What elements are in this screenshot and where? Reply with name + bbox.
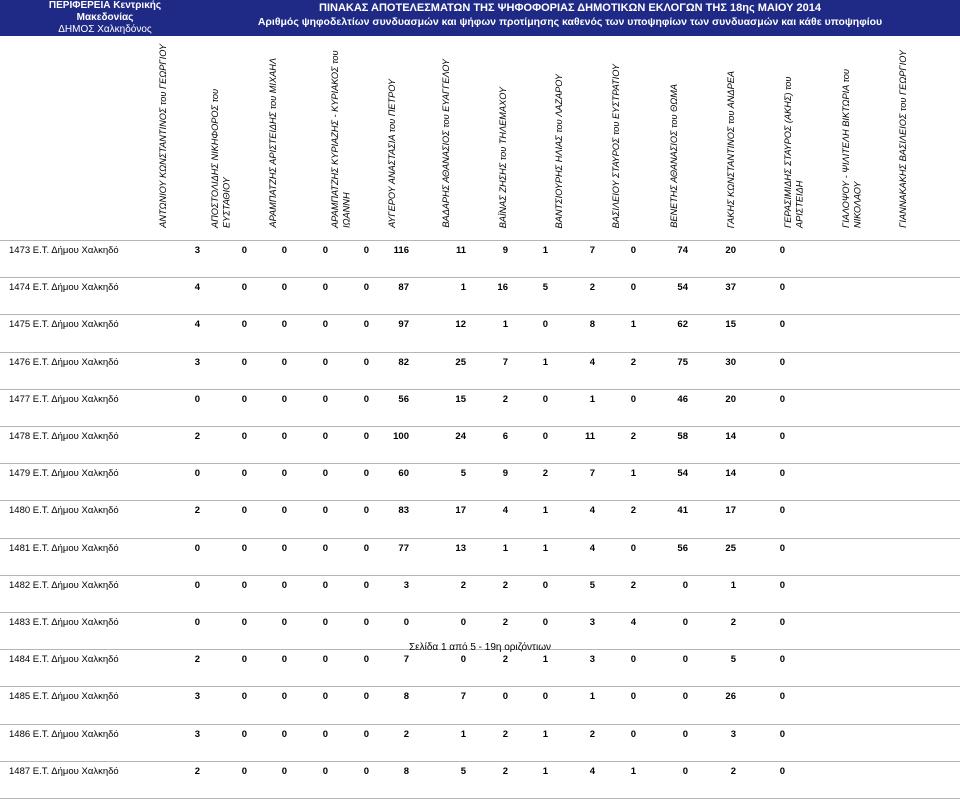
vote-count-cell: 7 bbox=[460, 691, 466, 703]
vote-count-cell: 0 bbox=[322, 468, 328, 480]
vote-count-cell: 4 bbox=[589, 542, 595, 554]
polling-station-label: 1485 Ε.Τ. Δήμου Χαλκηδό bbox=[9, 691, 119, 703]
vote-count-cell: 1 bbox=[542, 505, 548, 517]
vote-count-cell: 2 bbox=[589, 282, 595, 294]
vote-count-cell: 2 bbox=[194, 765, 200, 777]
vote-count-cell: 2 bbox=[502, 617, 508, 628]
vote-count-cell: 0 bbox=[241, 542, 247, 554]
vote-count-cell: 0 bbox=[682, 691, 688, 703]
vote-count-cell: 0 bbox=[363, 691, 369, 703]
vote-count-cell: 5 bbox=[460, 468, 466, 480]
polling-station-label: 1486 Ε.Τ. Δήμου Χαλκηδό bbox=[9, 728, 119, 740]
vote-count-cell: 7 bbox=[589, 468, 595, 480]
vote-count-cell: 0 bbox=[779, 282, 785, 294]
vote-count-cell: 4 bbox=[630, 617, 636, 628]
vote-count-cell: 0 bbox=[322, 728, 328, 740]
polling-station-label: 1474 Ε.Τ. Δήμου Χαλκηδό bbox=[9, 282, 119, 294]
table-row bbox=[0, 463, 960, 482]
candidate-name: ΒΕΝΕΤΗΣ ΑΘΑΝΑΣΙΟΣ του ΘΩΜΑ bbox=[669, 84, 679, 228]
vote-count-cell: 0 bbox=[194, 579, 200, 591]
vote-count-cell: 9 bbox=[502, 245, 508, 256]
vote-count-cell: 3 bbox=[194, 245, 200, 256]
candidate-name: ΒΑΝΤΣΙΟΥΡΗΣ ΗΛΙΑΣ του ΛΑΖΑΡΟΥ bbox=[554, 73, 564, 228]
vote-count-cell: 0 bbox=[630, 542, 636, 554]
vote-count-cell: 0 bbox=[779, 431, 785, 442]
polling-station-label: 1487 Ε.Τ. Δήμου Χαλκηδό bbox=[9, 765, 119, 777]
candidate-name: ΒΑΣΙΛΕΙΟΥ ΣΤΑΥΡΟΣ του ΕΥΣΤΡΑΤΙΟΥ bbox=[611, 63, 621, 228]
polling-station-label: 1480 Ε.Τ. Δήμου Χαλκηδό bbox=[9, 505, 119, 517]
vote-count-cell: 7 bbox=[403, 654, 409, 666]
vote-count-cell: 0 bbox=[542, 431, 548, 442]
vote-count-cell: 1 bbox=[502, 319, 508, 331]
vote-count-cell: 2 bbox=[630, 356, 636, 368]
vote-count-cell: 0 bbox=[363, 654, 369, 666]
vote-count-cell: 0 bbox=[281, 654, 287, 666]
vote-count-cell: 0 bbox=[502, 691, 508, 703]
vote-count-cell: 11 bbox=[584, 431, 595, 442]
candidate-name: ΓΙΑΝΝΑΚΑΚΗΣ ΒΑΣΙΛΕΙΟΣ του ΓΕΩΡΓΙΟΥ bbox=[898, 50, 908, 228]
vote-count-cell: 0 bbox=[363, 542, 369, 554]
vote-count-cell: 2 bbox=[194, 654, 200, 666]
vote-count-cell: 46 bbox=[677, 393, 688, 405]
table-row bbox=[0, 575, 960, 594]
vote-count-cell: 0 bbox=[363, 579, 369, 591]
vote-count-cell: 1 bbox=[630, 765, 636, 777]
vote-count-cell: 1 bbox=[542, 542, 548, 554]
vote-count-cell: 0 bbox=[779, 245, 785, 256]
vote-count-cell: 0 bbox=[779, 728, 785, 740]
vote-count-cell: 0 bbox=[281, 282, 287, 294]
vote-count-cell: 0 bbox=[682, 617, 688, 628]
vote-count-cell: 15 bbox=[455, 393, 466, 405]
vote-count-cell: 37 bbox=[725, 282, 736, 294]
vote-count-cell: 4 bbox=[589, 356, 595, 368]
vote-count-cell: 0 bbox=[194, 617, 200, 628]
vote-count-cell: 0 bbox=[322, 617, 328, 628]
vote-count-cell: 0 bbox=[779, 654, 785, 666]
vote-count-cell: 0 bbox=[779, 579, 785, 591]
vote-count-cell: 0 bbox=[322, 654, 328, 666]
vote-count-cell: 0 bbox=[363, 617, 369, 628]
table-row bbox=[0, 314, 960, 333]
polling-station-label: 1475 Ε.Τ. Δήμου Χαλκηδό bbox=[9, 319, 119, 331]
polling-station-label: 1484 Ε.Τ. Δήμου Χαλκηδό bbox=[9, 654, 119, 666]
vote-count-cell: 75 bbox=[677, 356, 688, 368]
candidate-header bbox=[158, 40, 198, 228]
vote-count-cell: 2 bbox=[730, 617, 736, 628]
vote-count-cell: 1 bbox=[542, 356, 548, 368]
vote-count-cell: 0 bbox=[322, 393, 328, 405]
vote-count-cell: 0 bbox=[322, 542, 328, 554]
vote-count-cell: 14 bbox=[725, 468, 736, 480]
vote-count-cell: 17 bbox=[455, 505, 466, 517]
vote-count-cell: 0 bbox=[630, 654, 636, 666]
candidate-name: ΓΑΚΗΣ ΚΩΝΣΤΑΝΤΙΝΟΣ του ΑΝΔΡΕΑ bbox=[726, 70, 736, 228]
candidate-header bbox=[268, 40, 308, 228]
vote-count-cell: 0 bbox=[241, 505, 247, 517]
vote-count-cell: 1 bbox=[542, 654, 548, 666]
vote-count-cell: 1 bbox=[542, 765, 548, 777]
candidate-name: ΑΡΑΜΠΑΤΖΗΣ ΚΥΡΙΑΖΗΣ - ΚΥΡΙΑΚΟΣ του ΙΩΑΝΝΗ bbox=[330, 50, 352, 228]
candidate-header bbox=[441, 40, 481, 228]
vote-count-cell: 1 bbox=[542, 245, 548, 256]
candidate-header bbox=[841, 40, 881, 228]
table-row bbox=[0, 612, 960, 631]
vote-count-cell: 0 bbox=[241, 765, 247, 777]
vote-count-cell: 3 bbox=[194, 728, 200, 740]
vote-count-cell: 0 bbox=[630, 245, 636, 256]
vote-count-cell: 0 bbox=[363, 245, 369, 256]
candidate-header bbox=[498, 40, 538, 228]
vote-count-cell: 0 bbox=[363, 765, 369, 777]
vote-count-cell: 0 bbox=[281, 728, 287, 740]
vote-count-cell: 60 bbox=[398, 468, 409, 480]
vote-count-cell: 1 bbox=[630, 319, 636, 331]
vote-count-cell: 0 bbox=[281, 617, 287, 628]
vote-count-cell: 2 bbox=[194, 505, 200, 517]
vote-count-cell: 1 bbox=[502, 542, 508, 554]
vote-count-cell: 0 bbox=[630, 691, 636, 703]
candidate-header bbox=[210, 40, 250, 228]
vote-count-cell: 1 bbox=[730, 579, 736, 591]
vote-count-cell: 25 bbox=[725, 542, 736, 554]
polling-station-label: 1478 Ε.Τ. Δήμου Χαλκηδό bbox=[9, 431, 119, 442]
table-row bbox=[0, 686, 960, 705]
candidate-name: ΒΑΪΝΑΣ ΖΗΣΗΣ του ΤΗΛΕΜΑΧΟΥ bbox=[498, 86, 508, 228]
candidate-header bbox=[554, 40, 594, 228]
vote-count-cell: 26 bbox=[725, 691, 736, 703]
vote-count-cell: 5 bbox=[542, 282, 548, 294]
candidate-column-headers bbox=[0, 40, 960, 228]
vote-count-cell: 0 bbox=[779, 542, 785, 554]
vote-count-cell: 0 bbox=[322, 691, 328, 703]
vote-count-cell: 0 bbox=[281, 505, 287, 517]
vote-count-cell: 0 bbox=[542, 579, 548, 591]
vote-count-cell: 0 bbox=[363, 319, 369, 331]
vote-count-cell: 0 bbox=[363, 431, 369, 442]
vote-count-cell: 0 bbox=[241, 431, 247, 442]
vote-count-cell: 2 bbox=[194, 431, 200, 442]
vote-count-cell: 8 bbox=[589, 319, 595, 331]
table-row bbox=[0, 724, 960, 743]
vote-count-cell: 1 bbox=[589, 393, 595, 405]
vote-count-cell: 2 bbox=[589, 728, 595, 740]
table-row bbox=[0, 538, 960, 557]
vote-count-cell: 1 bbox=[460, 282, 466, 294]
vote-count-cell: 0 bbox=[281, 319, 287, 331]
vote-count-cell: 0 bbox=[779, 468, 785, 480]
vote-count-cell: 0 bbox=[779, 356, 785, 368]
candidate-header bbox=[330, 40, 370, 228]
vote-count-cell: 0 bbox=[779, 393, 785, 405]
vote-count-cell: 4 bbox=[194, 282, 200, 294]
vote-count-cell: 17 bbox=[725, 505, 736, 517]
vote-count-cell: 56 bbox=[677, 542, 688, 554]
polling-station-label: 1479 Ε.Τ. Δήμου Χαλκηδό bbox=[9, 468, 119, 480]
vote-count-cell: 0 bbox=[363, 356, 369, 368]
vote-count-cell: 13 bbox=[455, 542, 466, 554]
vote-count-cell: 0 bbox=[542, 617, 548, 628]
municipality-name: ΔΗΜΟΣ Χαλκηδόνος bbox=[58, 24, 152, 35]
vote-count-cell: 4 bbox=[502, 505, 508, 517]
vote-count-cell: 7 bbox=[502, 356, 508, 368]
vote-count-cell: 0 bbox=[542, 319, 548, 331]
vote-count-cell: 16 bbox=[497, 282, 508, 294]
vote-count-cell: 8 bbox=[403, 765, 409, 777]
vote-count-cell: 0 bbox=[194, 393, 200, 405]
page-footer: Σελίδα 1 από 5 - 19η οριζόντιων bbox=[408, 642, 551, 653]
vote-count-cell: 4 bbox=[194, 319, 200, 331]
vote-count-cell: 3 bbox=[194, 691, 200, 703]
vote-count-cell: 2 bbox=[502, 728, 508, 740]
candidate-header bbox=[726, 40, 766, 228]
vote-count-cell: 41 bbox=[677, 505, 688, 517]
table-row bbox=[0, 352, 960, 371]
vote-count-cell: 8 bbox=[403, 691, 409, 703]
vote-count-cell: 2 bbox=[630, 431, 636, 442]
vote-count-cell: 20 bbox=[725, 393, 736, 405]
vote-count-cell: 3 bbox=[403, 579, 409, 591]
vote-count-cell: 2 bbox=[502, 393, 508, 405]
vote-count-cell: 0 bbox=[779, 617, 785, 628]
vote-count-cell: 0 bbox=[779, 319, 785, 331]
vote-count-cell: 1 bbox=[630, 468, 636, 480]
vote-count-cell: 0 bbox=[241, 691, 247, 703]
vote-count-cell: 15 bbox=[725, 319, 736, 331]
vote-count-cell: 0 bbox=[542, 691, 548, 703]
vote-count-cell: 0 bbox=[241, 728, 247, 740]
vote-count-cell: 0 bbox=[363, 393, 369, 405]
vote-count-cell: 62 bbox=[677, 319, 688, 331]
vote-count-cell: 0 bbox=[460, 617, 466, 628]
region-name: ΠΕΡΙΦΕΡΕΙΑ Κεντρικής Μακεδονίας bbox=[48, 0, 162, 23]
vote-count-cell: 0 bbox=[241, 319, 247, 331]
vote-count-cell: 74 bbox=[677, 245, 688, 256]
candidate-header bbox=[611, 40, 651, 228]
vote-count-cell: 0 bbox=[194, 542, 200, 554]
vote-count-cell: 2 bbox=[460, 579, 466, 591]
vote-count-cell: 0 bbox=[682, 765, 688, 777]
vote-count-cell: 87 bbox=[398, 282, 409, 294]
vote-count-cell: 0 bbox=[281, 245, 287, 256]
vote-count-cell: 0 bbox=[281, 691, 287, 703]
vote-count-cell: 0 bbox=[322, 245, 328, 256]
table-row bbox=[0, 240, 960, 259]
vote-count-cell: 0 bbox=[281, 393, 287, 405]
vote-count-cell: 0 bbox=[241, 356, 247, 368]
vote-count-cell: 5 bbox=[730, 654, 736, 666]
vote-count-cell: 6 bbox=[502, 431, 508, 442]
candidate-name: ΓΕΡΑΣΙΜΙΔΗΣ ΣΤΑΥΡΟΣ (ΑΚΗΣ) του ΑΡΙΣΤΕΙΔΗ bbox=[783, 76, 805, 228]
vote-count-cell: 2 bbox=[630, 505, 636, 517]
vote-count-cell: 1 bbox=[589, 691, 595, 703]
vote-count-cell: 0 bbox=[194, 468, 200, 480]
vote-count-cell: 30 bbox=[725, 356, 736, 368]
vote-count-cell: 0 bbox=[630, 393, 636, 405]
vote-count-cell: 0 bbox=[241, 579, 247, 591]
vote-count-cell: 0 bbox=[241, 654, 247, 666]
vote-count-cell: 5 bbox=[460, 765, 466, 777]
vote-count-cell: 0 bbox=[682, 728, 688, 740]
polling-station-label: 1482 Ε.Τ. Δήμου Χαλκηδό bbox=[9, 579, 119, 591]
vote-count-cell: 83 bbox=[398, 505, 409, 517]
vote-count-cell: 0 bbox=[241, 245, 247, 256]
vote-count-cell: 24 bbox=[455, 431, 466, 442]
vote-count-cell: 0 bbox=[281, 765, 287, 777]
vote-count-cell: 116 bbox=[393, 245, 409, 256]
table-row bbox=[0, 277, 960, 296]
vote-count-cell: 0 bbox=[322, 282, 328, 294]
vote-count-cell: 0 bbox=[630, 282, 636, 294]
vote-count-cell: 100 bbox=[393, 431, 409, 442]
vote-count-cell: 54 bbox=[677, 468, 688, 480]
polling-station-label: 1476 Ε.Τ. Δήμου Χαλκηδό bbox=[9, 356, 119, 368]
vote-count-cell: 7 bbox=[589, 245, 595, 256]
candidate-header bbox=[783, 40, 823, 228]
vote-count-cell: 0 bbox=[281, 542, 287, 554]
vote-count-cell: 0 bbox=[363, 728, 369, 740]
vote-count-cell: 0 bbox=[241, 393, 247, 405]
vote-count-cell: 0 bbox=[779, 505, 785, 517]
vote-count-cell: 12 bbox=[455, 319, 466, 331]
candidate-name: ΑΠΟΣΤΟΛΙΔΗΣ ΝΙΚΗΦΟΡΟΣ του ΕΥΣΤΑΘΙΟΥ bbox=[210, 88, 232, 228]
candidate-name: ΑΥΓΕΡΟΥ ΑΝΑΣΤΑΣΙΑ του ΠΕΤΡΟΥ bbox=[387, 79, 397, 228]
vote-count-cell: 2 bbox=[502, 765, 508, 777]
vote-count-cell: 4 bbox=[589, 505, 595, 517]
candidate-name: ΑΡΑΜΠΑΤΖΗΣ ΑΡΙΣΤΕΙΔΗΣ του ΜΙΧΑΗΛ bbox=[268, 58, 278, 228]
vote-count-cell: 3 bbox=[194, 356, 200, 368]
vote-count-cell: 0 bbox=[281, 468, 287, 480]
vote-count-cell: 0 bbox=[322, 765, 328, 777]
vote-count-cell: 2 bbox=[542, 468, 548, 480]
vote-count-cell: 0 bbox=[363, 468, 369, 480]
vote-count-cell: 3 bbox=[589, 617, 595, 628]
vote-count-cell: 0 bbox=[630, 728, 636, 740]
vote-count-cell: 0 bbox=[682, 654, 688, 666]
vote-count-cell: 0 bbox=[779, 765, 785, 777]
vote-count-cell: 2 bbox=[730, 765, 736, 777]
vote-count-cell: 11 bbox=[455, 245, 466, 256]
polling-station-label: 1483 Ε.Τ. Δήμου Χαλκηδό bbox=[9, 617, 119, 628]
polling-station-label: 1481 Ε.Τ. Δήμου Χαλκηδό bbox=[9, 542, 119, 554]
vote-count-cell: 2 bbox=[403, 728, 409, 740]
vote-count-cell: 58 bbox=[677, 431, 688, 442]
vote-count-cell: 0 bbox=[241, 617, 247, 628]
vote-count-cell: 0 bbox=[460, 654, 466, 666]
vote-count-cell: 0 bbox=[241, 282, 247, 294]
vote-count-cell: 3 bbox=[730, 728, 736, 740]
table-row bbox=[0, 426, 960, 445]
candidate-name: ΓΙΑΛΟΨΟΥ - ΨΙΛΙΤΕΛΗ ΒΙΚΤΩΡΙΑ του ΝΙΚΟΛΑΟΥ bbox=[841, 69, 863, 228]
vote-count-cell: 14 bbox=[725, 431, 736, 442]
page-subtitle: Αριθμός ψηφοδελτίων συνδυασμών και ψήφων προτίμησης καθενός των υποψηφίων των συνδυασμών και κάθε υποψηφίου bbox=[257, 16, 883, 28]
title-block bbox=[250, 1, 890, 30]
vote-count-cell: 2 bbox=[630, 579, 636, 591]
vote-count-cell: 82 bbox=[398, 356, 409, 368]
vote-count-cell: 0 bbox=[779, 691, 785, 703]
candidate-header bbox=[898, 40, 938, 228]
vote-count-cell: 1 bbox=[460, 728, 466, 740]
vote-count-cell: 0 bbox=[322, 431, 328, 442]
vote-count-cell: 0 bbox=[363, 505, 369, 517]
polling-station-label: 1473 Ε.Τ. Δήμου Χαλκηδό bbox=[9, 245, 119, 256]
vote-count-cell: 4 bbox=[589, 765, 595, 777]
vote-count-cell: 0 bbox=[281, 356, 287, 368]
vote-count-cell: 20 bbox=[725, 245, 736, 256]
vote-count-cell: 0 bbox=[281, 579, 287, 591]
table-row bbox=[0, 500, 960, 519]
candidate-header bbox=[669, 40, 709, 228]
vote-count-cell: 0 bbox=[403, 617, 409, 628]
candidate-name: ΒΑΔΑΡΗΣ ΑΘΑΝΑΣΙΟΣ του ΕΥΑΓΓΕΛΟΥ bbox=[441, 59, 451, 228]
vote-count-cell: 0 bbox=[682, 579, 688, 591]
vote-count-cell: 0 bbox=[322, 356, 328, 368]
vote-count-cell: 9 bbox=[502, 468, 508, 480]
vote-count-cell: 2 bbox=[502, 654, 508, 666]
page-title: ΠΙΝΑΚΑΣ ΑΠΟΤΕΛΕΣΜΑΤΩΝ ΤΗΣ ΨΗΦΟΦΟΡΙΑΣ ΔΗΜΟΤΙΚΩΝ ΕΚΛΟΓΩΝ ΤΗΣ 18ης ΜΑΙΟΥ 2014 bbox=[319, 2, 821, 14]
vote-count-cell: 77 bbox=[398, 542, 409, 554]
vote-count-cell: 97 bbox=[398, 319, 409, 331]
candidate-name: ΑΝΤΩΝΙΟΥ ΚΩΝΣΤΑΝΤΙΝΟΣ του ΓΕΩΡΓΙΟΥ bbox=[158, 44, 168, 228]
vote-count-cell: 0 bbox=[322, 579, 328, 591]
polling-station-label: 1477 Ε.Τ. Δήμου Χαλκηδό bbox=[9, 393, 119, 405]
vote-count-cell: 2 bbox=[502, 579, 508, 591]
vote-count-cell: 0 bbox=[542, 393, 548, 405]
vote-count-cell: 0 bbox=[241, 468, 247, 480]
candidate-header bbox=[387, 40, 427, 228]
vote-count-cell: 0 bbox=[322, 505, 328, 517]
vote-count-cell: 0 bbox=[322, 319, 328, 331]
vote-count-cell: 1 bbox=[542, 728, 548, 740]
vote-count-cell: 0 bbox=[363, 282, 369, 294]
vote-count-cell: 3 bbox=[589, 654, 595, 666]
vote-count-cell: 0 bbox=[281, 431, 287, 442]
table-row bbox=[0, 761, 960, 780]
vote-count-cell: 5 bbox=[589, 579, 595, 591]
table-row bbox=[0, 389, 960, 408]
vote-count-cell: 56 bbox=[398, 393, 409, 405]
vote-count-cell: 25 bbox=[455, 356, 466, 368]
report-header bbox=[0, 0, 960, 47]
court-name: ΠΡΩΤΟΔΙΚΕΙΟ ΘΕΣΣΑΛΟΝΙΚΗΣ bbox=[29, 36, 181, 47]
vote-count-cell: 54 bbox=[677, 282, 688, 294]
